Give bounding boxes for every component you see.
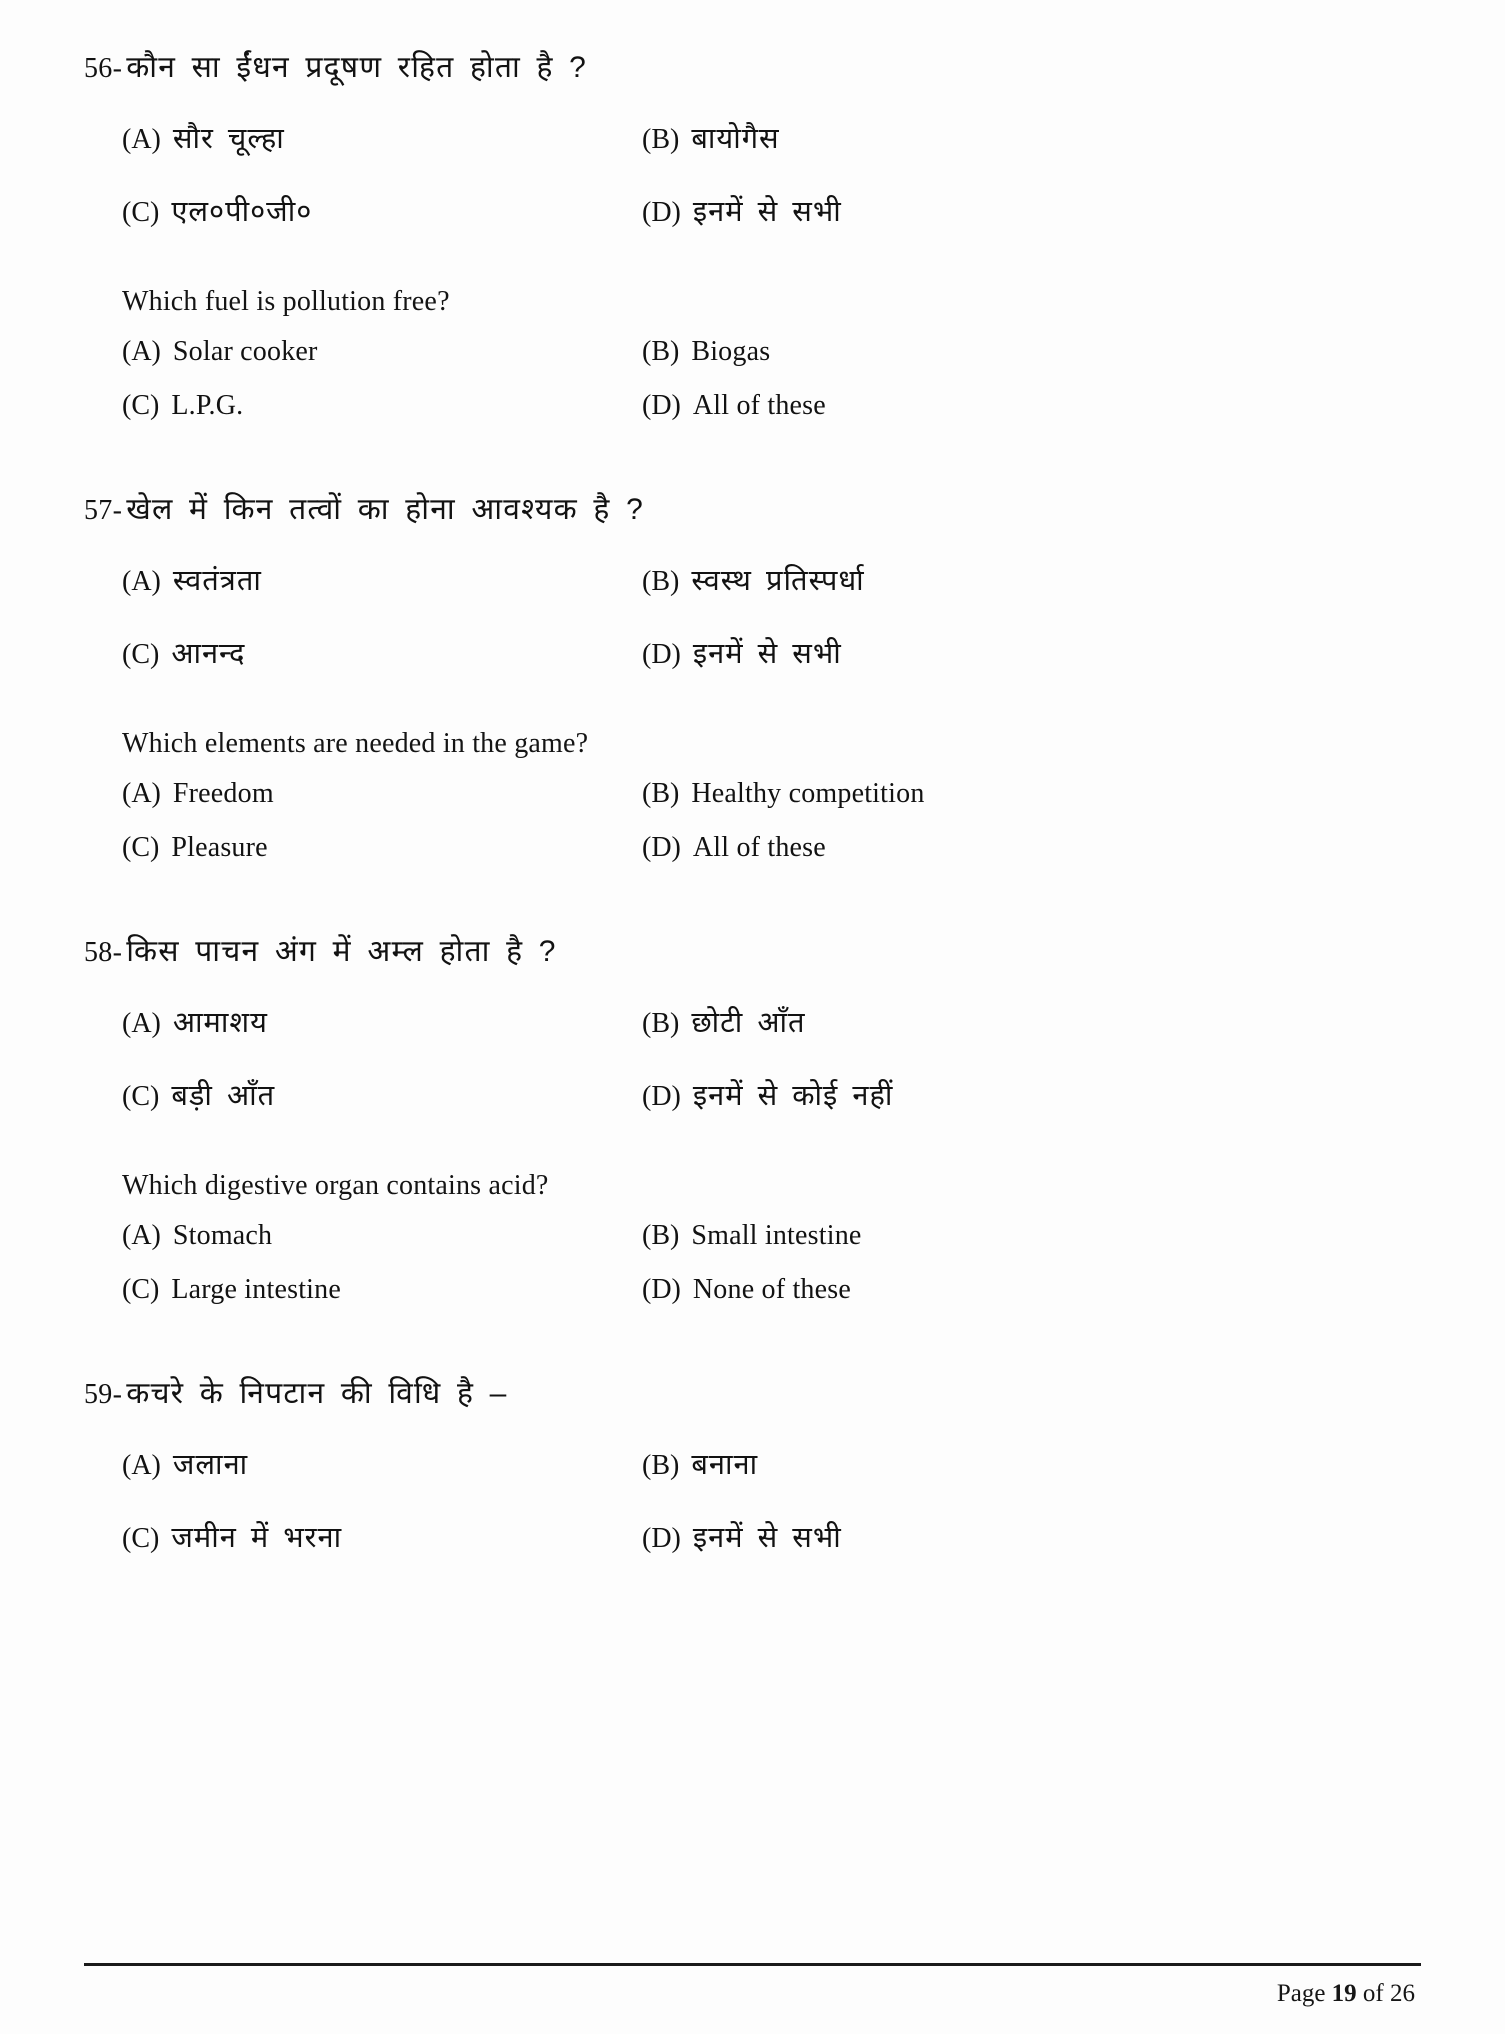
- option-label: इनमें से सभी: [692, 195, 842, 228]
- options-hindi-58: [122, 1002, 1421, 1148]
- option-hindi-59-a[interactable]: [122, 1444, 642, 1483]
- option-tag: (C): [122, 638, 160, 670]
- options-english-58: [122, 1220, 1421, 1328]
- option-tag: (C): [122, 389, 160, 421]
- option-label: Large intestine: [171, 1273, 341, 1305]
- option-tag: (B): [642, 565, 680, 597]
- option-tag: (B): [642, 1007, 680, 1039]
- option-label: Biogas: [691, 335, 771, 367]
- question-number-56: 56-: [84, 53, 123, 84]
- option-label: आमाशय: [172, 1006, 268, 1039]
- option-hindi-58-c[interactable]: [122, 1075, 642, 1114]
- option-label: एल०पी०जी०: [171, 195, 313, 228]
- option-label: L.P.G.: [171, 389, 244, 421]
- option-label: Pleasure: [171, 831, 268, 863]
- options-hindi-56: [122, 118, 1421, 264]
- option-label: स्वतंत्रता: [172, 564, 262, 597]
- question-text-hindi-57: खेल में किन तत्वों का होना आवश्यक है ?: [126, 492, 644, 526]
- option-hindi-58-d[interactable]: [642, 1075, 1421, 1114]
- option-tag: (B): [642, 777, 680, 809]
- question-text-hindi-56: कौन सा ईंधन प्रदूषण रहित होता है ?: [126, 51, 588, 84]
- question-number-57: 57-: [84, 494, 123, 526]
- option-english-57-d[interactable]: [642, 832, 1421, 864]
- option-english-56-d[interactable]: [642, 390, 1421, 422]
- option-tag: (A): [122, 1219, 161, 1251]
- question-number-59: 59-: [84, 1378, 123, 1410]
- option-english-56-b[interactable]: [642, 336, 1421, 368]
- option-hindi-58-a[interactable]: [122, 1002, 642, 1041]
- option-label: छोटी आँत: [691, 1006, 806, 1039]
- option-hindi-58-b[interactable]: [642, 1002, 1421, 1041]
- option-tag: (D): [642, 1522, 681, 1554]
- option-tag: (B): [642, 123, 680, 155]
- question-stem-hindi-59: [84, 1374, 1421, 1414]
- option-tag: (A): [122, 1449, 161, 1481]
- question-number-58: 58-: [84, 936, 123, 968]
- option-tag: (A): [122, 565, 161, 597]
- options-hindi-59: [122, 1444, 1421, 1590]
- question-stem-hindi-58: [84, 932, 1421, 972]
- option-hindi-57-c[interactable]: [122, 633, 642, 672]
- question-block-58: [84, 932, 1421, 1328]
- option-tag: (D): [642, 1080, 681, 1112]
- question-text-english-58: Which digestive organ contains acid?: [122, 1169, 549, 1201]
- option-tag: (B): [642, 1219, 680, 1251]
- option-label: इनमें से सभी: [692, 637, 842, 670]
- option-label: Freedom: [172, 777, 274, 809]
- option-english-58-b[interactable]: [642, 1220, 1421, 1252]
- question-text-hindi-59: कचरे के निपटान की विधि है –: [126, 1376, 508, 1410]
- question-text-english-56: Which fuel is pollution free?: [122, 285, 450, 317]
- option-label: बनाना: [691, 1448, 759, 1481]
- option-label: Small intestine: [691, 1219, 862, 1251]
- option-label: सौर चूल्हा: [172, 122, 285, 155]
- option-hindi-56-b[interactable]: [642, 118, 1421, 157]
- option-tag: (C): [122, 1273, 160, 1305]
- option-hindi-56-d[interactable]: [642, 191, 1421, 230]
- option-tag: (A): [122, 1007, 161, 1039]
- options-hindi-57: [122, 560, 1421, 706]
- option-hindi-59-d[interactable]: [642, 1517, 1421, 1556]
- option-tag: (D): [642, 1273, 681, 1305]
- option-label: आनन्द: [171, 637, 246, 670]
- question-text-hindi-58: किस पाचन अंग में अम्ल होता है ?: [126, 934, 557, 968]
- option-english-56-c[interactable]: [122, 390, 642, 422]
- options-english-57: [122, 778, 1421, 886]
- page-number-text: [84, 1980, 1421, 2008]
- option-hindi-59-c[interactable]: [122, 1517, 642, 1556]
- question-text-english-57: Which elements are needed in the game?: [122, 727, 589, 759]
- option-english-57-c[interactable]: [122, 832, 642, 864]
- option-label: Healthy competition: [691, 777, 925, 809]
- options-english-56: [122, 336, 1421, 444]
- option-tag: (A): [122, 123, 161, 155]
- footer-of-word: of: [1362, 1980, 1384, 2007]
- option-hindi-57-b[interactable]: [642, 560, 1421, 599]
- option-hindi-57-a[interactable]: [122, 560, 642, 599]
- footer-divider: [84, 1963, 1421, 1966]
- option-tag: (C): [122, 831, 160, 863]
- footer-total-pages: 26: [1390, 1980, 1415, 2007]
- option-label: जमीन में भरना: [171, 1521, 343, 1554]
- option-tag: (B): [642, 335, 680, 367]
- footer-current-page: 19: [1331, 1980, 1357, 2007]
- option-english-56-a[interactable]: [122, 336, 642, 368]
- option-tag: (C): [122, 1522, 160, 1554]
- question-stem-hindi-57: [84, 490, 1421, 530]
- page-footer: [84, 1963, 1421, 2008]
- option-english-58-a[interactable]: [122, 1220, 642, 1252]
- option-tag: (C): [122, 196, 160, 228]
- question-block-59: [84, 1374, 1421, 1590]
- option-label: Stomach: [172, 1219, 273, 1251]
- question-block-57: [84, 490, 1421, 886]
- option-english-57-b[interactable]: [642, 778, 1421, 810]
- option-hindi-56-c[interactable]: [122, 191, 642, 230]
- option-hindi-56-a[interactable]: [122, 118, 642, 157]
- option-english-57-a[interactable]: [122, 778, 642, 810]
- option-label: All of these: [692, 389, 826, 421]
- option-label: Solar cooker: [172, 335, 318, 367]
- option-label: इनमें से सभी: [692, 1521, 842, 1554]
- option-tag: (D): [642, 638, 681, 670]
- question-block-56: [84, 48, 1421, 444]
- option-label: बड़ी आँत: [171, 1079, 276, 1112]
- option-hindi-57-d[interactable]: [642, 633, 1421, 672]
- question-stem-hindi-56: [84, 48, 1421, 88]
- option-hindi-59-b[interactable]: [642, 1444, 1421, 1483]
- option-tag: (D): [642, 389, 681, 421]
- option-label: All of these: [692, 831, 826, 863]
- option-label: बायोगैस: [691, 122, 780, 155]
- option-english-58-c[interactable]: [122, 1274, 642, 1306]
- option-tag: (D): [642, 831, 681, 863]
- option-tag: (C): [122, 1080, 160, 1112]
- footer-page-word: Page: [1276, 1980, 1326, 2007]
- option-tag: (D): [642, 196, 681, 228]
- option-label: जलाना: [172, 1448, 249, 1481]
- option-label: None of these: [692, 1273, 851, 1305]
- option-label: स्वस्थ प्रतिस्पर्धा: [691, 564, 865, 597]
- option-tag: (A): [122, 777, 161, 809]
- option-tag: (B): [642, 1449, 680, 1481]
- option-english-58-d[interactable]: [642, 1274, 1421, 1306]
- option-label: इनमें से कोई नहीं: [692, 1079, 894, 1112]
- option-tag: (A): [122, 335, 161, 367]
